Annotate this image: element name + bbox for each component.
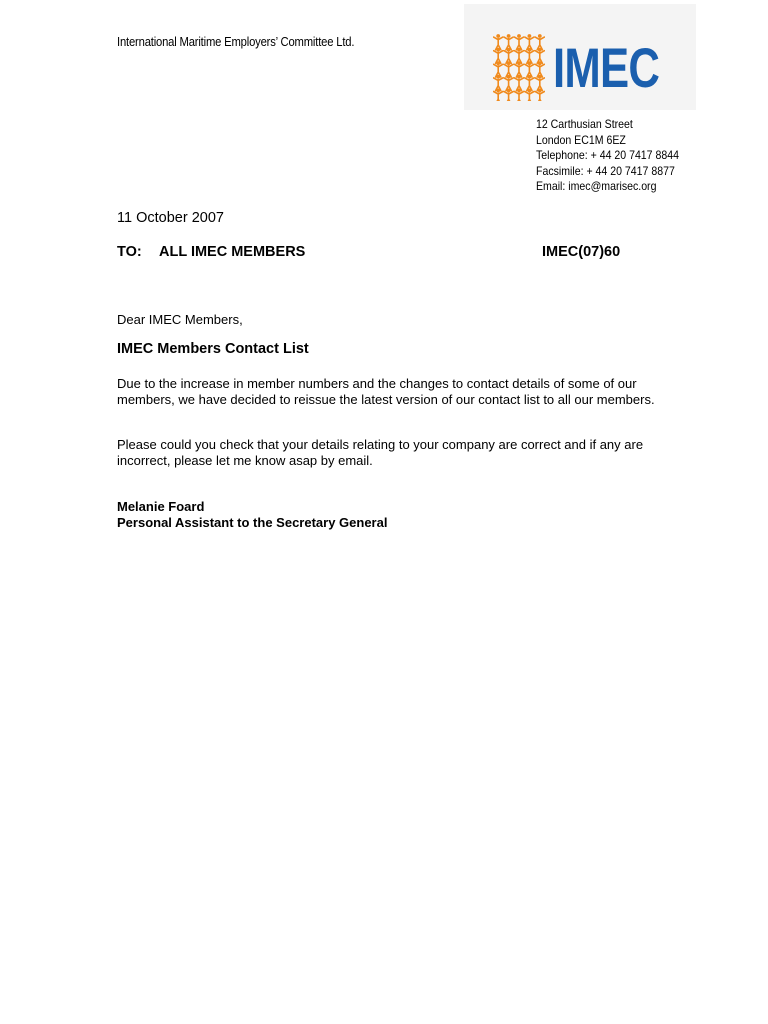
to-label: TO: [117,244,142,260]
letter-date: 11 October 2007 [117,210,224,226]
person-figure [535,34,544,50]
signatory-title: Personal Assistant to the Secretary General [117,515,388,530]
address-facsimile: Facsimile: + 44 20 7417 8877 [536,163,675,178]
people-grid-icon [493,33,545,101]
body-paragraph-1: Due to the increase in member numbers and the changes to contact details of some of our members, we have decided to reissue the latest version of our contact list to all our members. [117,376,655,407]
person-figure [514,34,523,50]
person-figure [504,34,513,50]
address-telephone: Telephone: + 44 20 7417 8844 [536,148,679,162]
signature-block [117,499,387,531]
address-city: London EC1M 6EZ [536,132,626,147]
imec-logo-text: IMEC [553,36,660,99]
signatory-name: Melanie Foard [117,499,205,514]
address-street: 12 Carthusian Street [536,117,633,131]
to-value: ALL IMEC MEMBERS [159,244,306,260]
reference-number: IMEC(07)60 [542,244,621,260]
salutation: Dear IMEC Members, [117,312,243,327]
person-figure [494,34,503,50]
person-figure [525,34,534,50]
organization-name: International Maritime Employers’ Committee Ltd. [117,35,355,49]
subject-heading: IMEC Members Contact List [117,341,309,357]
address-email: Email: imec@marisec.org [536,179,657,193]
body-paragraph-2: Please could you check that your details relating to your company are correct and if any are incorrect, please let me know asap by email. [117,437,644,468]
address-block [536,117,679,195]
